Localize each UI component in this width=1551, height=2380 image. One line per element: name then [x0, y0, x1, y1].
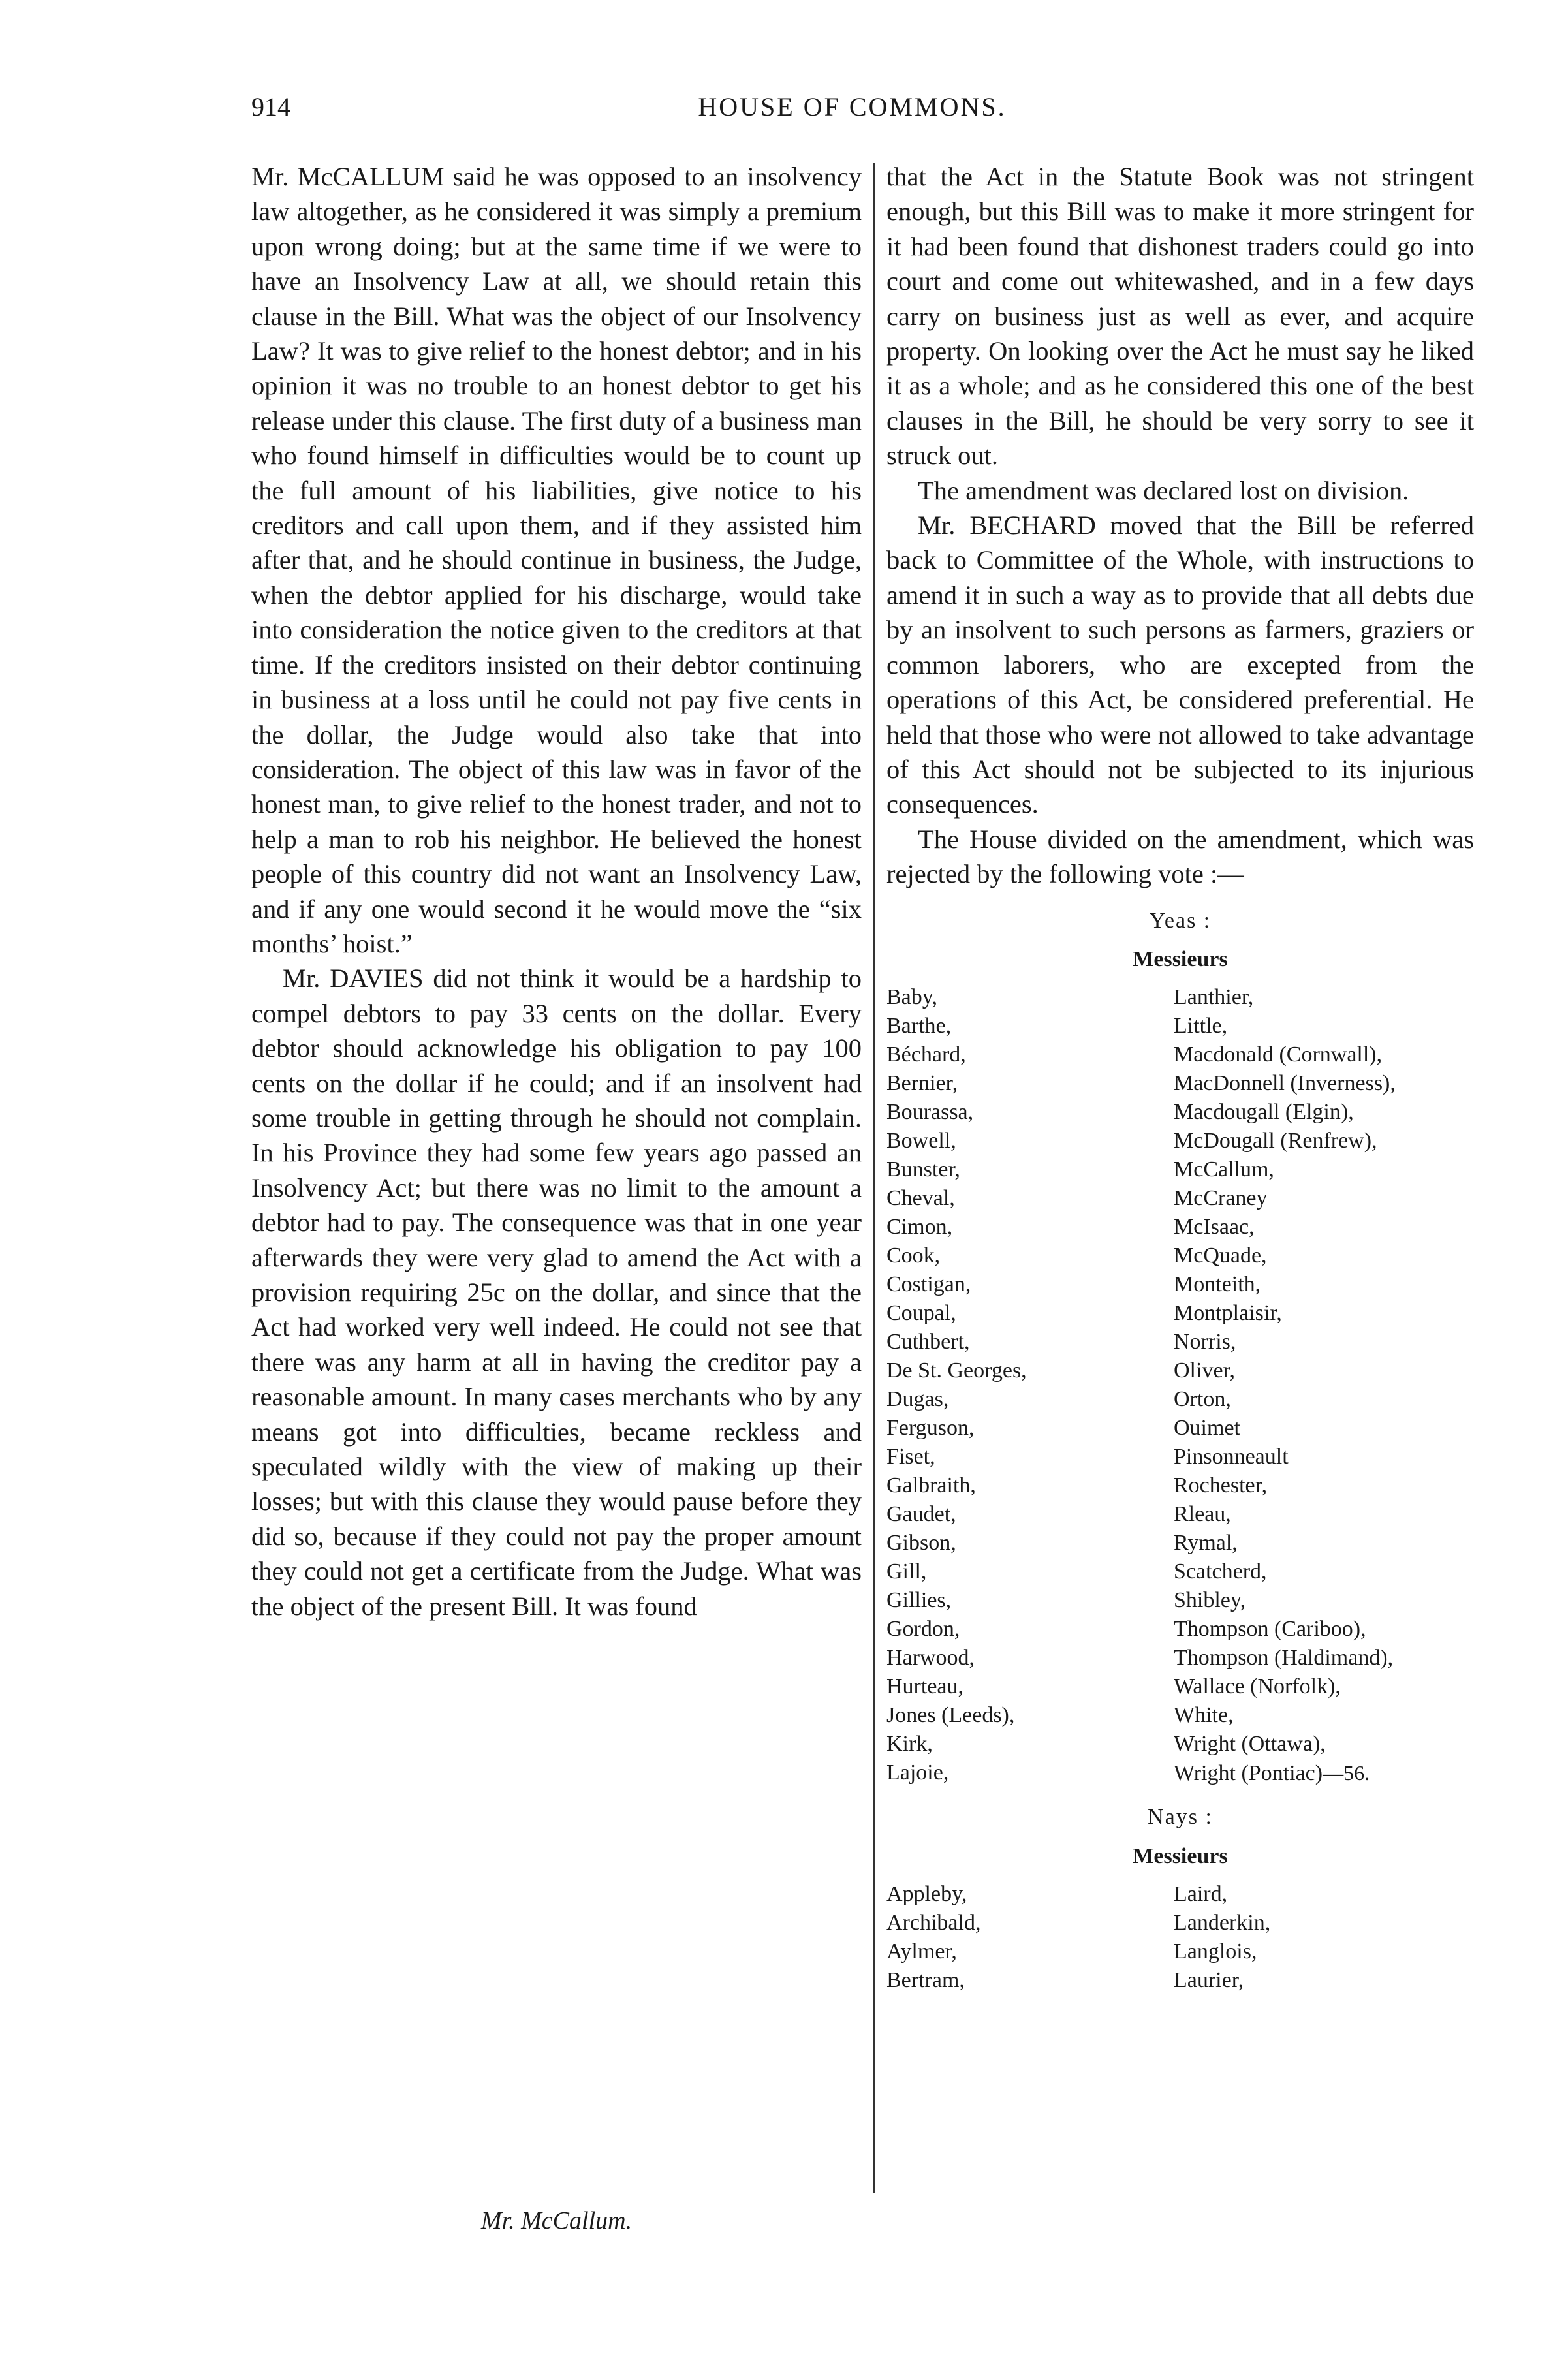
member-name: Lanthier,	[1174, 985, 1254, 1010]
member-name: Cuthbert,	[886, 1330, 970, 1354]
paragraph: The House divided on the amendment, which was rejected by the following vote :—	[886, 824, 1474, 889]
member-name: Pinsonneault	[1174, 1445, 1289, 1469]
member-name: Appleby,	[886, 1882, 967, 1907]
member-name: Gordon,	[886, 1617, 960, 1642]
member-name: Langlois,	[1174, 1939, 1257, 1964]
paragraph: Mr. McCALLUM said he was opposed to an insolvency law altogether, as he considered it was simply a premium upon wrong doing; but at the same time if we were to have an Insolvency Law at all, we should retain this clause in the Bill. What was the object of our Insolvency Law? It was to give relief to the honest debtor; and in his opinion it was no trouble to an honest debtor to get his release under this clause. The first duty of a business man who found himself in difficulties would be to count up the full amount of his liabilities, give notice to his creditors and call upon them, and if they assisted him after that, and he should continue in business, the Judge, when the debtor applied for his discharge, would take into consideration the notice given to the creditors at that time. If the creditors insisted on their debtor continuing in business at a loss until he could not pay five cents in the dollar, the Judge would also take that into consideration. The object of this law was in favor of the honest man, to give relief to the honest trader, and not to help a man to rob his neighbor. He believed the honest people of this country did not want an Insolvency Law, and if any one would second it he would move the “six months’ hoist.”	[251, 162, 862, 958]
nays-right-names	[1174, 1880, 1474, 1995]
member-name: Wright (Pontiac)—56.	[1174, 1761, 1370, 1786]
member-name: Oliver,	[1174, 1358, 1235, 1383]
member-name: Thompson (Cariboo),	[1174, 1617, 1366, 1642]
page-number: 914	[251, 92, 290, 121]
member-name: Cheval,	[886, 1186, 955, 1211]
member-name: Little,	[1174, 1014, 1228, 1039]
member-name: Wright (Ottawa),	[1174, 1732, 1326, 1757]
paragraph: that the Act in the Statute Book was not stringent enough, but this Bill was to make it more stringent for it had been found that dishonest traders could go into court and come out whitewashed, and in a few days carry on business just as well as ever, and acquire property. On looking over the Act he must say he liked it as a whole; and as he considered this one of the best clauses in the Bill, he should be very sorry to see it struck out.	[886, 162, 1474, 471]
member-name: Rleau,	[1174, 1502, 1231, 1527]
nays-list	[886, 1880, 1474, 1995]
member-name: Bertram,	[886, 1968, 965, 1993]
member-name: Bourassa,	[886, 1100, 974, 1125]
member-name: Rochester,	[1174, 1473, 1268, 1498]
member-name: Ferguson,	[886, 1416, 975, 1441]
column-divider	[873, 163, 875, 2193]
member-name: McIsaac,	[1174, 1215, 1255, 1240]
yeas-subheading: Messieurs	[1133, 947, 1228, 971]
member-name: Cimon,	[886, 1215, 953, 1240]
member-name: Monteith,	[1174, 1272, 1261, 1297]
member-name: Kirk,	[886, 1732, 933, 1757]
member-name: Montplaisir,	[1174, 1301, 1282, 1326]
member-name: De St. Georges,	[886, 1358, 1027, 1383]
member-name: Wallace (Norfolk),	[1174, 1674, 1341, 1699]
member-name: Orton,	[1174, 1387, 1231, 1412]
member-name: White,	[1174, 1703, 1234, 1728]
member-name: MacDonnell (Inverness),	[1174, 1071, 1396, 1096]
member-name: Laurier,	[1174, 1968, 1244, 1993]
member-name: Bowell,	[886, 1129, 956, 1153]
member-name: Gibson,	[886, 1531, 956, 1556]
member-name: Shibley,	[1174, 1588, 1246, 1613]
member-name: Laird,	[1174, 1882, 1228, 1907]
member-name: Landerkin,	[1174, 1911, 1271, 1935]
member-name: Jones (Leeds),	[886, 1703, 1015, 1728]
yeas-total: —56.	[1323, 1761, 1370, 1785]
member-name: Macdougall (Elgin),	[1174, 1100, 1354, 1125]
member-name: Dugas,	[886, 1387, 949, 1412]
member-name: Béchard,	[886, 1042, 966, 1067]
member-name: Hurteau,	[886, 1674, 964, 1699]
member-name: Ouimet	[1174, 1416, 1240, 1441]
member-name: Archibald,	[886, 1911, 981, 1935]
member-name: Gill,	[886, 1559, 927, 1584]
yeas-right-names	[1174, 983, 1474, 1788]
member-name: Fiset,	[886, 1445, 935, 1469]
left-column	[251, 159, 862, 1623]
running-head: HOUSE OF COMMONS.	[698, 92, 1007, 121]
member-name: Coupal,	[886, 1301, 956, 1326]
member-name: Harwood,	[886, 1646, 975, 1670]
member-name: Bernier,	[886, 1071, 958, 1096]
right-column	[886, 159, 1474, 1995]
member-name: Gillies,	[886, 1588, 952, 1613]
member-name: Macdonald (Cornwall),	[1174, 1042, 1383, 1067]
nays-heading: Nays :	[1148, 1805, 1213, 1830]
member-name: Baby,	[886, 985, 938, 1010]
member-name: Galbraith,	[886, 1473, 976, 1498]
paragraph: Mr. DAVIES did not think it would be a hardship to compel debtors to pay 33 cents on the dollar. Every debtor should acknowledge his obligation to pay 100 cents on the dollar if he could; and if an insolvent had some trouble in getting through he should not complain. In his Province they had some few years ago passed an Insolvency Act; but there was no limit to the amount a debtor had to pay. The consequence was that in one year afterwards they were very glad to amend the Act with a provision requiring 25c on the dollar, and since that the Act had worked very well indeed. He could not see that there was any harm at all in having the creditor pay a reasonable amount. In many cases merchants who by any means got into difficulties, became reckless and speculated wildly with the view of making up their losses; but with this clause they would pause before they did so, because if they could not pay the proper amount they could not get a certificate from the Judge. What was the object of the present Bill. It was found	[251, 963, 862, 1621]
member-name: McQuade,	[1174, 1244, 1267, 1268]
nays-left-names	[886, 1880, 1174, 1995]
member-name: Aylmer,	[886, 1939, 957, 1964]
page-header	[251, 91, 1453, 131]
paragraph: The amendment was declared lost on division.	[918, 475, 1409, 505]
member-name: Scatcherd,	[1174, 1559, 1267, 1584]
member-name: Norris,	[1174, 1330, 1236, 1354]
member-name: Rymal,	[1174, 1531, 1238, 1556]
yeas-left-names	[886, 983, 1174, 1788]
footer-speaker: Mr. McCallum.	[480, 2207, 633, 2234]
member-name: Cook,	[886, 1244, 941, 1268]
member-name: Bunster,	[886, 1157, 960, 1182]
member-name: Barthe,	[886, 1014, 952, 1039]
member-name: Gaudet,	[886, 1502, 956, 1527]
member-name: McCallum,	[1174, 1157, 1274, 1182]
member-name: Thompson (Haldimand),	[1174, 1646, 1394, 1670]
member-name: Lajoie,	[886, 1761, 949, 1785]
yeas-heading: Yeas :	[1149, 908, 1212, 933]
member-name: McCraney	[1174, 1186, 1268, 1211]
paragraph: Mr. BECHARD moved that the Bill be referred back to Committee of the Whole, with instructions to amend it in such a way as to provide that all debts due by an insolvent to such persons as farmers, graziers or common laborers, who are excepted from the operations of this Act, be considered preferential. He held that those who were not allowed to take advantage of this Act should not be subjected to its injurious consequences.	[886, 510, 1474, 819]
yeas-list	[886, 983, 1474, 1788]
member-name: McDougall (Renfrew),	[1174, 1129, 1377, 1153]
member-name: Costigan,	[886, 1272, 971, 1297]
nays-subheading: Messieurs	[1133, 1843, 1228, 1868]
